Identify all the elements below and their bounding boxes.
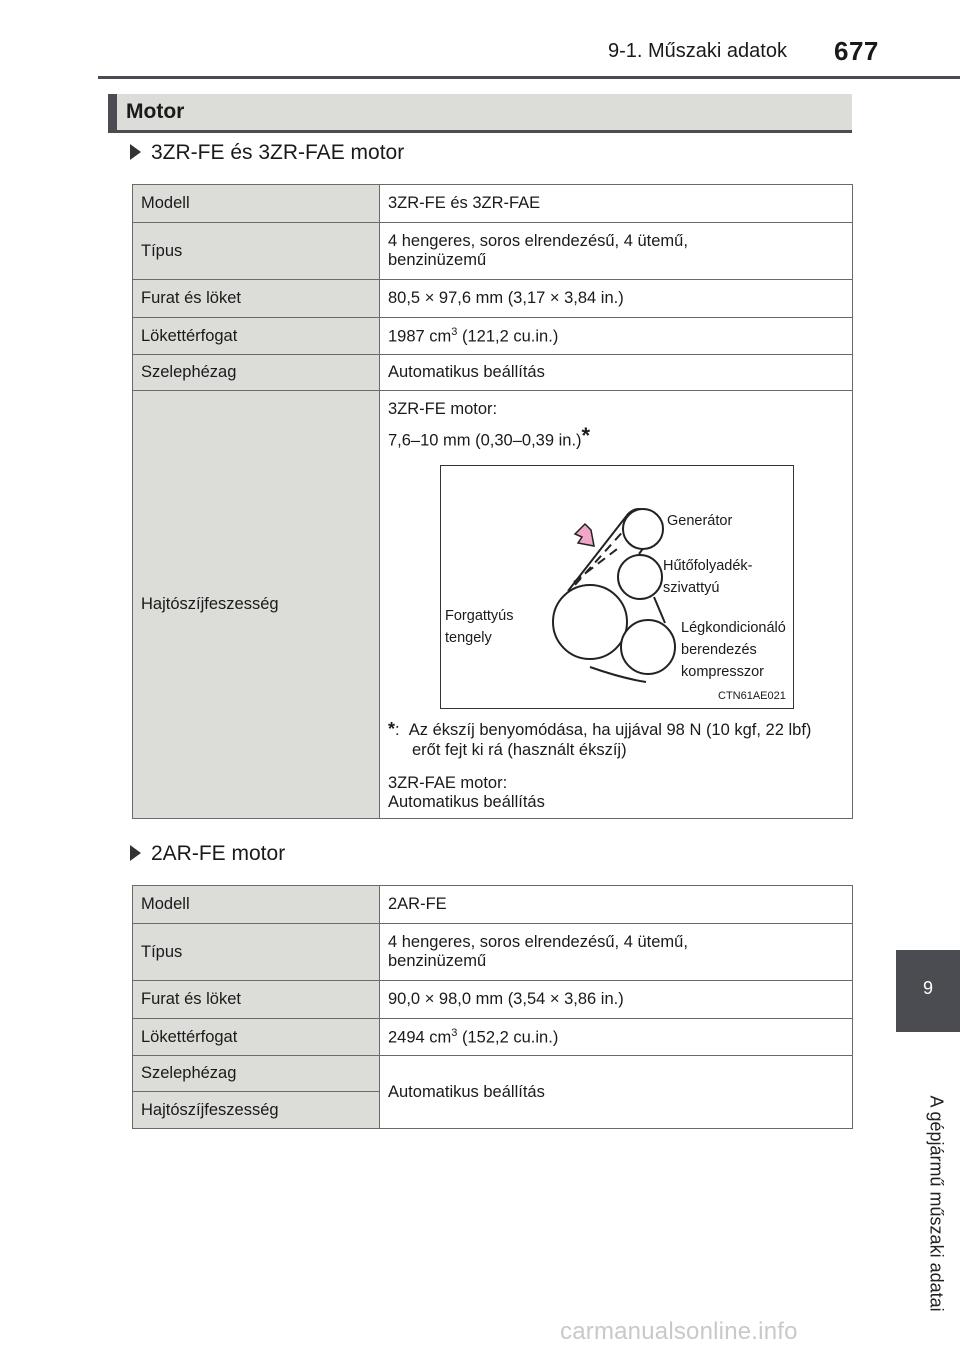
ac-compressor-pulley	[621, 620, 675, 674]
table-row	[133, 924, 853, 981]
belt-deflection-line	[574, 546, 621, 582]
row-value-line: 4 hengeres, soros elrendezésű, 4 ütemű,	[388, 933, 688, 951]
row-value-line: benzinüzemű	[388, 952, 487, 970]
engine2-spec-table	[132, 885, 853, 1129]
row-label: Hajtószíjfeszesség	[133, 1092, 380, 1129]
engine1-heading-text: 3ZR-FE és 3ZR-FAE motor	[151, 141, 405, 164]
belt-deflection: 7,6–10 mm (0,30–0,39 in.)	[388, 431, 582, 450]
label-generator: Generátor	[667, 512, 733, 529]
label-coolant-pump-2: szivattyú	[663, 579, 720, 596]
table-row	[133, 981, 853, 1019]
row-value: 90,0 × 98,0 mm (3,54 × 3,86 in.)	[380, 981, 853, 1019]
triangle-bullet-icon	[130, 845, 141, 861]
chapter-tab-title: A gépjármű műszaki adatai	[926, 1095, 947, 1312]
pressure-arrow-icon	[575, 524, 594, 546]
table-row	[133, 1056, 853, 1092]
label-coolant-pump-1: Hűtőfolyadék-	[663, 557, 753, 574]
label-ac-2: berendezés	[681, 641, 757, 658]
table-row	[133, 318, 853, 355]
displacement-imperial: (152,2 cu.in.)	[457, 1028, 559, 1047]
row-value-line: 4 hengeres, soros elrendezésű, 4 ütemű,	[388, 232, 688, 250]
label-ac-1: Légkondicionáló	[681, 619, 786, 636]
row-label: Hajtószíjfeszesség	[133, 391, 380, 819]
row-value	[380, 1019, 853, 1056]
engine2-heading-text: 2AR-FE motor	[151, 842, 286, 865]
generator-pulley	[623, 509, 663, 549]
table-row	[133, 1019, 853, 1056]
coolant-pump-pulley	[618, 555, 662, 599]
superscript: 3	[451, 325, 458, 338]
row-value: 3ZR-FE és 3ZR-FAE	[380, 185, 853, 223]
row-label: Lökettérfogat	[133, 1019, 380, 1056]
engine1-spec-table	[132, 184, 853, 819]
table-row	[133, 391, 853, 819]
row-value	[380, 223, 853, 280]
row-value: 2AR-FE	[380, 886, 853, 924]
section-header	[108, 94, 852, 133]
chapter-tab-number: 9	[922, 978, 933, 998]
label-ac-3: kompresszor	[681, 663, 764, 680]
displacement-value: 1987 cm	[388, 327, 452, 346]
page-header	[0, 0, 960, 80]
chapter-title: 9-1. Műszaki adatok	[608, 40, 787, 62]
table-row	[133, 886, 853, 924]
table-row	[133, 355, 853, 391]
superscript: 3	[451, 1026, 458, 1039]
chapter-tab	[896, 950, 960, 1032]
label-crankshaft-1: Forgattyús	[445, 607, 514, 624]
row-label: Szelephézag	[133, 1056, 380, 1092]
row-value-line: benzinüzemű	[388, 251, 487, 269]
watermark: carmanualsonline.info	[560, 1318, 798, 1345]
row-label: Lökettérfogat	[133, 318, 380, 355]
figure-code: CTN61AE021	[718, 689, 786, 702]
crankshaft-pulley	[553, 585, 627, 659]
triangle-bullet-icon	[130, 144, 141, 160]
belt-fe-value	[388, 419, 844, 451]
row-label: Modell	[133, 886, 380, 924]
row-label: Típus	[133, 924, 380, 981]
table-row	[133, 185, 853, 223]
row-label: Típus	[133, 223, 380, 280]
page-number: 677	[834, 36, 879, 66]
section-title: Motor	[126, 100, 185, 123]
row-value: Automatikus beállítás	[380, 355, 853, 391]
displacement-imperial: (121,2 cu.in.)	[457, 327, 559, 346]
footnote-text: Az ékszíj benyomódása, ha ujjával 98 N (10 kgf, 22 lbf) erőt fejt ki rá (használt ékszíj)	[408, 720, 812, 759]
footnote-marker: *	[581, 423, 591, 448]
belt-diagram	[440, 465, 794, 709]
footnote-separator: :	[395, 720, 400, 739]
belt-fae-value: Automatikus beállítás	[388, 792, 545, 811]
footnote-marker: *	[388, 718, 396, 739]
belt-path	[654, 597, 665, 623]
header-divider	[98, 76, 960, 79]
row-value: 80,5 × 97,6 mm (3,17 × 3,84 in.)	[380, 280, 853, 318]
row-value-shared: Automatikus beállítás	[380, 1056, 853, 1129]
belt-footnote	[388, 719, 844, 760]
displacement-value: 2494 cm	[388, 1028, 452, 1047]
engine2-heading	[130, 842, 285, 866]
engine1-heading	[130, 141, 404, 165]
row-value	[380, 924, 853, 981]
table-row	[133, 223, 853, 280]
table-row	[133, 280, 853, 318]
belt-fe-label: 3ZR-FE motor:	[388, 400, 498, 418]
label-crankshaft-2: tengely	[445, 629, 492, 646]
row-label: Furat és löket	[133, 981, 380, 1019]
row-label: Szelephézag	[133, 355, 380, 391]
belt-tension-cell	[380, 391, 853, 819]
row-label: Furat és löket	[133, 280, 380, 318]
section-accent	[108, 94, 117, 130]
row-label: Modell	[133, 185, 380, 223]
row-value	[380, 318, 853, 355]
belt-fae-label: 3ZR-FAE motor:	[388, 773, 508, 792]
